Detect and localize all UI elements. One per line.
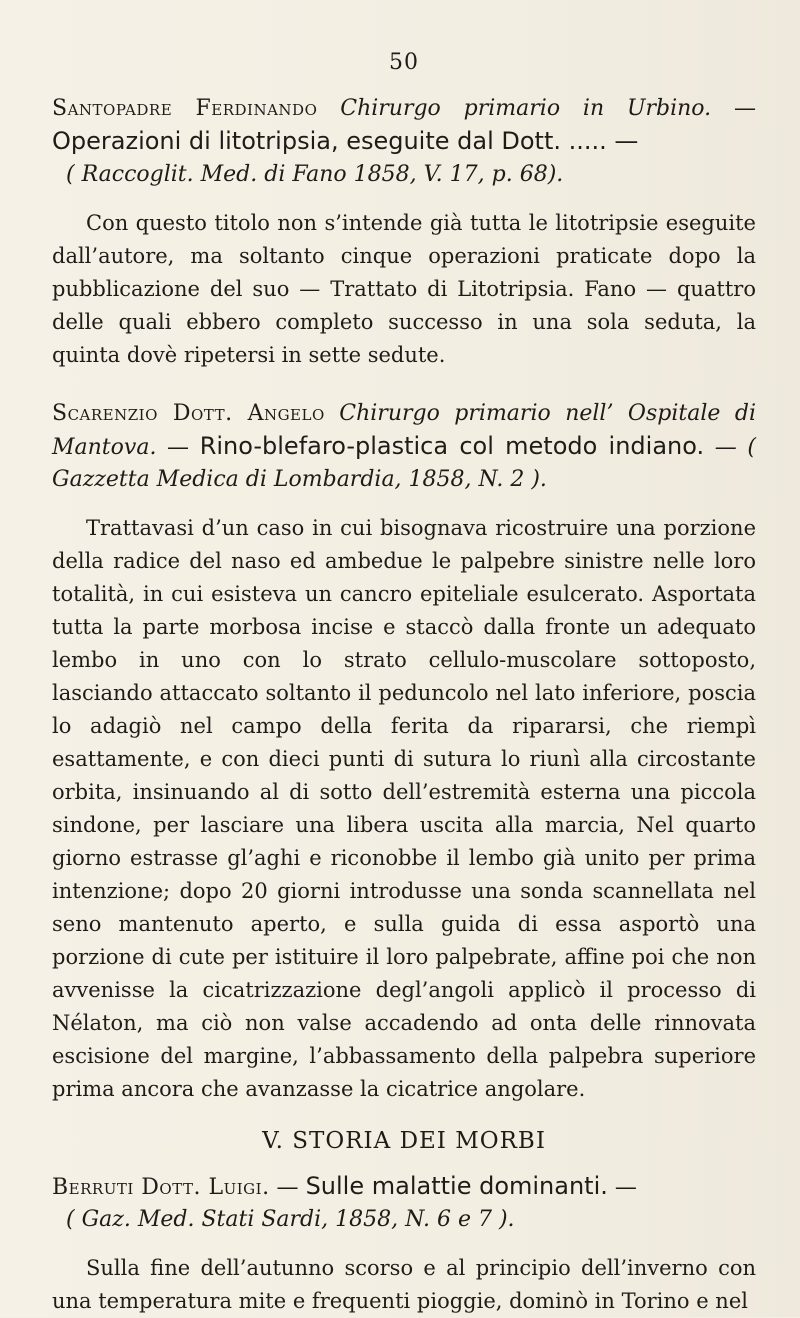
entry-dash: — [711, 96, 757, 121]
entry-title: Operazioni di litotripsia, eseguite dal Dott. ..... — [52, 127, 639, 155]
entry-author: Santopadre Ferdinando [52, 96, 318, 121]
entry-paragraph: Sulla fine dell’autunno scorso e al principio dell’inverno con una temperatura mite e frequenti pioggie, dominò in Torino e nel [52, 1256, 756, 1313]
entry-scarenzio [52, 398, 756, 1106]
entry-dash: — [156, 435, 200, 460]
entry-source: ( Gaz. Med. Stati Sardi, 1858, N. 6 e 7 ). [66, 1207, 515, 1232]
page-number: 50 [389, 50, 419, 75]
entry-santopadre [52, 93, 756, 372]
entry-dash: — [269, 1175, 306, 1200]
entry-author: Scarenzio Dott. Angelo [52, 401, 325, 426]
entry-heading [52, 398, 756, 496]
entry-paragraph: Con questo titolo non s’intende già tutta le litotripsie eseguite dall’autore, ma soltanto cinque operazioni praticate dopo la pubblicazione del suo — Trattato di Litotripsia. Fano — quattro delle quali ebbero completo successo in una sola seduta, la quinta dovè ripetersi in sette sedute. [52, 211, 756, 367]
entry-source: ( Raccoglit. Med. di Fano 1858, V. 17, p. 68). [66, 162, 564, 187]
entry-heading [52, 1170, 756, 1204]
entry-title: Sulle malattie dominanti. [305, 1172, 608, 1200]
section-title: V. STORIA DEI MORBI [262, 1128, 546, 1154]
entry-paragraph: Trattavasi d’un caso in cui bisognava ricostruire una porzione della radice del naso ed ambedue le palpebre sinistre nelle loro totalità, in cui esisteva un cancro epiteliale esulcerato. Asportata tutta la parte morbosa incise e staccò dalla fronte un adequato lembo in uno con lo strato cellulo-muscolare sottoposto, lasciando attaccato soltanto il peduncolo nel lato inferiore, poscia lo adagiò nel campo della ferita da ripararsi, che riempì esattamente, e con dieci punti di sutura lo riunì alla circostante orbita, insinuando al di sotto dell’estremità esterna una piccola sindone, per lasciare una libera uscita alla marcia, Nel quarto giorno estrasse gl’aghi e riconobbe il lembo già unito per prima intenzione; dopo 20 giorni introdusse una sonda scannellata nel seno mantenuto aperto, e sulla guida di essa asportò una porzione di cute per istituire il loro palpebrate, affine poi che non avvenisse la cicatrizzazione degl’angoli applicò il processo di Nélaton, ma ciò non valse accadendo ad onta delle rinnovata escisione del margine, l’abbassamento della palpebra superiore prima ancora che avanzasse la cicatrice angolare. [52, 516, 756, 1101]
entry-berruti [52, 1170, 756, 1318]
entry-source: — ( Gazzetta Medica di Lombardia, 1858, N. 2 ). [52, 435, 756, 492]
entry-dash-end: — [607, 1175, 637, 1200]
entry-role: Chirurgo primario in Urbino. [340, 96, 712, 121]
entry-author: Berruti Dott. Luigi. [52, 1175, 270, 1200]
entry-heading [52, 93, 756, 159]
entry-title: Rino-blefaro-plastica col metodo indiano. [199, 432, 705, 460]
entry-role: Chirurgo primario nell’ Ospitale di Mantova. [52, 401, 756, 460]
